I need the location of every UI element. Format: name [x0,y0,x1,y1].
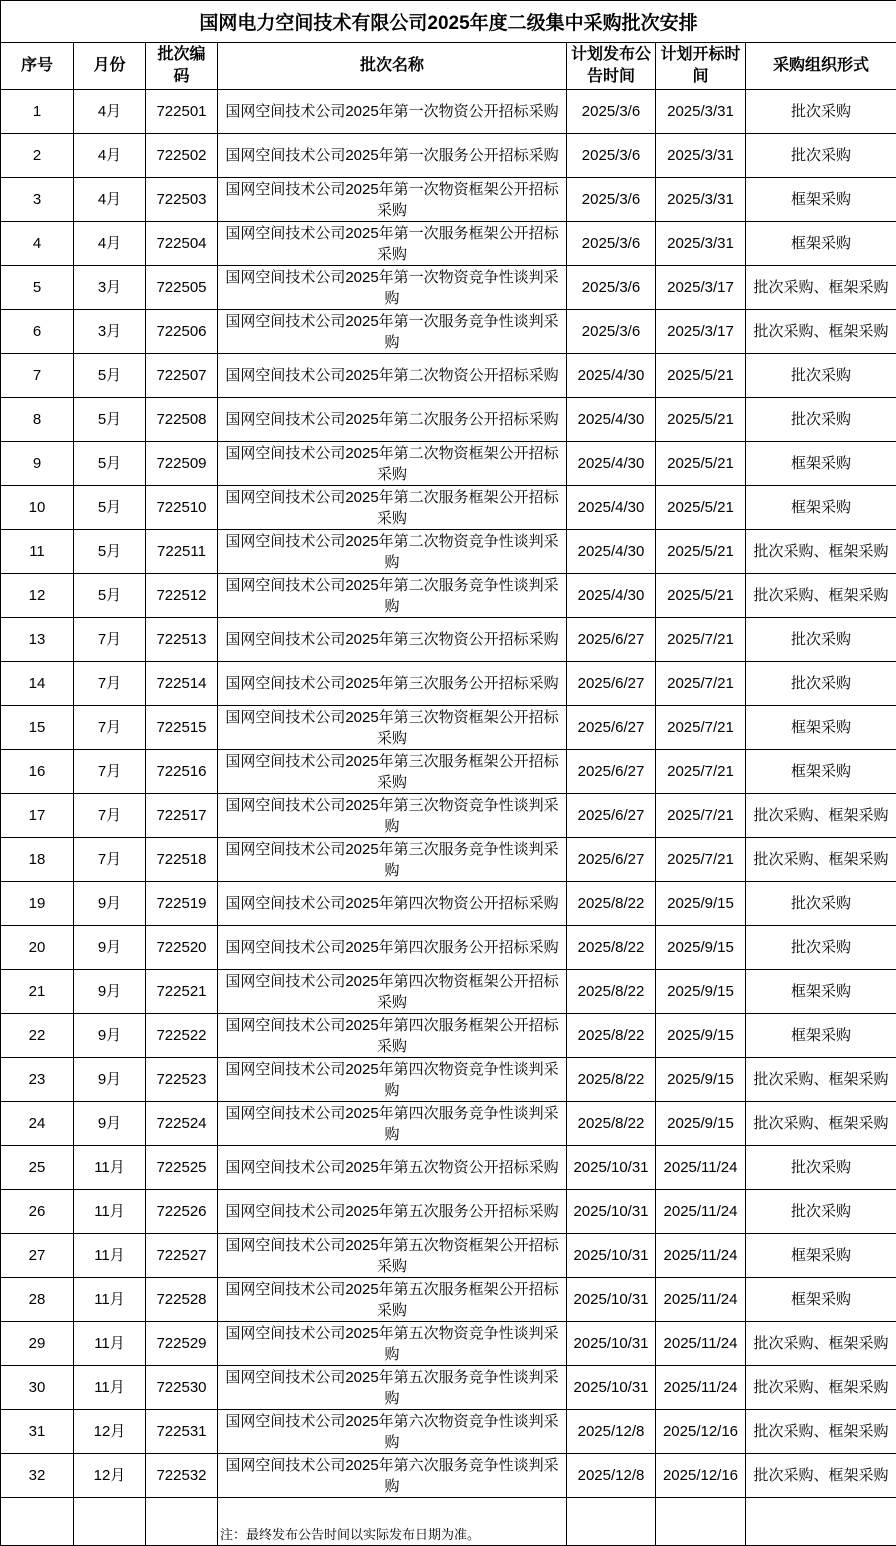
cell-announce-time: 2025/8/22 [567,1014,656,1058]
cell-seq: 17 [1,794,74,838]
cell-org-form: 批次采购 [746,1146,896,1190]
cell-batch-code: 722531 [146,1410,218,1454]
cell-announce-time: 2025/12/8 [567,1454,656,1498]
cell-announce-time: 2025/10/31 [567,1366,656,1410]
cell-batch-name: 国网空间技术公司2025年第三次服务公开招标采购 [218,662,567,706]
cell-seq: 13 [1,618,74,662]
table-row [1,706,896,750]
cell-announce-time: 2025/3/6 [567,178,656,222]
cell-month: 11月 [74,1366,146,1410]
cell-seq: 28 [1,1278,74,1322]
cell-announce-time: 2025/10/31 [567,1146,656,1190]
table-row [1,1102,896,1146]
cell-announce-time: 2025/12/8 [567,1410,656,1454]
cell-batch-name: 国网空间技术公司2025年第三次服务框架公开招标采购 [218,750,567,794]
cell-open-time: 2025/5/21 [656,574,746,618]
table-row [1,926,896,970]
cell-month: 12月 [74,1410,146,1454]
cell-open-time: 2025/5/21 [656,530,746,574]
table-row [1,970,896,1014]
cell-batch-code: 722529 [146,1322,218,1366]
cell-announce-time: 2025/8/22 [567,1102,656,1146]
cell-org-form: 批次采购、框架采购 [746,1410,896,1454]
cell-batch-name: 国网空间技术公司2025年第五次物资框架公开招标采购 [218,1234,567,1278]
cell-open-time: 2025/9/15 [656,1014,746,1058]
cell-month: 7月 [74,794,146,838]
cell-org-form-empty [746,1498,896,1546]
cell-batch-code: 722520 [146,926,218,970]
cell-announce-time: 2025/4/30 [567,354,656,398]
table-row [1,618,896,662]
cell-batch-name: 国网空间技术公司2025年第六次服务竞争性谈判采购 [218,1454,567,1498]
cell-batch-code: 722527 [146,1234,218,1278]
cell-month: 11月 [74,1146,146,1190]
cell-month: 12月 [74,1454,146,1498]
table-row [1,442,896,486]
table-row [1,1014,896,1058]
cell-batch-code: 722516 [146,750,218,794]
cell-seq: 32 [1,1454,74,1498]
cell-open-time: 2025/5/21 [656,486,746,530]
cell-org-form: 批次采购 [746,354,896,398]
cell-month: 7月 [74,662,146,706]
cell-month: 5月 [74,398,146,442]
table-row [1,90,896,134]
title-row [1,1,896,43]
cell-batch-name: 国网空间技术公司2025年第二次服务竞争性谈判采购 [218,574,567,618]
cell-batch-name: 国网空间技术公司2025年第一次服务竞争性谈判采购 [218,310,567,354]
cell-open-time: 2025/3/17 [656,310,746,354]
cell-announce-time: 2025/10/31 [567,1322,656,1366]
cell-org-form: 批次采购 [746,882,896,926]
cell-open-time: 2025/3/31 [656,90,746,134]
cell-seq: 30 [1,1366,74,1410]
cell-month: 5月 [74,354,146,398]
cell-announce-time: 2025/10/31 [567,1278,656,1322]
cell-open-time: 2025/3/31 [656,134,746,178]
cell-org-form: 框架采购 [746,1278,896,1322]
cell-seq: 27 [1,1234,74,1278]
cell-batch-code: 722519 [146,882,218,926]
cell-month: 7月 [74,706,146,750]
cell-batch-name: 国网空间技术公司2025年第二次物资竞争性谈判采购 [218,530,567,574]
cell-batch-name: 国网空间技术公司2025年第五次服务竞争性谈判采购 [218,1366,567,1410]
cell-month: 5月 [74,530,146,574]
cell-batch-code: 722522 [146,1014,218,1058]
cell-open-time-empty [656,1498,746,1546]
cell-seq: 6 [1,310,74,354]
cell-announce-time: 2025/8/22 [567,926,656,970]
cell-org-form: 批次采购、框架采购 [746,1454,896,1498]
cell-batch-code: 722504 [146,222,218,266]
cell-batch-name: 国网空间技术公司2025年第四次物资框架公开招标采购 [218,970,567,1014]
cell-announce-time: 2025/4/30 [567,398,656,442]
cell-batch-code: 722501 [146,90,218,134]
cell-open-time: 2025/7/21 [656,618,746,662]
table-row [1,1234,896,1278]
cell-announce-time: 2025/6/27 [567,838,656,882]
cell-batch-name: 国网空间技术公司2025年第五次服务公开招标采购 [218,1190,567,1234]
table-row [1,1322,896,1366]
table-row [1,134,896,178]
column-header-announce-time: 计划发布公告时间 [567,43,656,90]
cell-batch-code: 722530 [146,1366,218,1410]
cell-open-time: 2025/5/21 [656,354,746,398]
cell-open-time: 2025/11/24 [656,1278,746,1322]
table-title: 国网电力空间技术有限公司2025年度二级集中采购批次安排 [1,1,896,43]
cell-month: 4月 [74,134,146,178]
cell-seq: 21 [1,970,74,1014]
cell-announce-time: 2025/6/27 [567,662,656,706]
cell-open-time: 2025/7/21 [656,794,746,838]
table-row [1,794,896,838]
cell-announce-time: 2025/8/22 [567,882,656,926]
cell-month: 3月 [74,266,146,310]
header-row [1,43,896,90]
cell-month: 9月 [74,1014,146,1058]
cell-open-time: 2025/9/15 [656,970,746,1014]
table-row [1,750,896,794]
cell-month: 7月 [74,618,146,662]
cell-batch-name: 国网空间技术公司2025年第一次服务公开招标采购 [218,134,567,178]
column-header-month: 月份 [74,43,146,90]
cell-seq: 22 [1,1014,74,1058]
column-header-org-form: 采购组织形式 [746,43,896,90]
cell-seq: 8 [1,398,74,442]
cell-seq: 20 [1,926,74,970]
table-row [1,1366,896,1410]
table-row [1,310,896,354]
column-header-batch-code: 批次编码 [146,43,218,90]
cell-open-time: 2025/11/24 [656,1366,746,1410]
cell-org-form: 批次采购 [746,926,896,970]
cell-seq: 9 [1,442,74,486]
cell-batch-code: 722508 [146,398,218,442]
table-row [1,574,896,618]
cell-batch-name: 国网空间技术公司2025年第一次服务框架公开招标采购 [218,222,567,266]
cell-month: 11月 [74,1234,146,1278]
cell-org-form: 框架采购 [746,442,896,486]
cell-batch-name: 国网空间技术公司2025年第二次服务框架公开招标采购 [218,486,567,530]
cell-batch-name: 国网空间技术公司2025年第一次物资框架公开招标采购 [218,178,567,222]
cell-batch-name: 国网空间技术公司2025年第一次物资公开招标采购 [218,90,567,134]
cell-open-time: 2025/7/21 [656,706,746,750]
table-row [1,1410,896,1454]
cell-org-form: 框架采购 [746,706,896,750]
table-row [1,354,896,398]
cell-org-form: 批次采购、框架采购 [746,1058,896,1102]
cell-open-time: 2025/12/16 [656,1454,746,1498]
cell-announce-time: 2025/6/27 [567,750,656,794]
cell-batch-code: 722526 [146,1190,218,1234]
cell-seq: 7 [1,354,74,398]
cell-seq: 16 [1,750,74,794]
cell-batch-code: 722523 [146,1058,218,1102]
cell-open-time: 2025/7/21 [656,750,746,794]
cell-month: 7月 [74,750,146,794]
column-header-open-time: 计划开标时间 [656,43,746,90]
table-row [1,398,896,442]
cell-open-time: 2025/5/21 [656,442,746,486]
cell-batch-code: 722528 [146,1278,218,1322]
cell-month: 7月 [74,838,146,882]
cell-batch-code: 722521 [146,970,218,1014]
cell-announce-time: 2025/3/6 [567,134,656,178]
cell-open-time: 2025/12/16 [656,1410,746,1454]
cell-batch-code: 722532 [146,1454,218,1498]
cell-org-form: 批次采购 [746,1190,896,1234]
cell-seq: 23 [1,1058,74,1102]
cell-announce-time-empty [567,1498,656,1546]
cell-batch-name: 国网空间技术公司2025年第四次物资竞争性谈判采购 [218,1058,567,1102]
cell-open-time: 2025/7/21 [656,838,746,882]
table-row [1,178,896,222]
table-row [1,838,896,882]
cell-seq-empty [1,1498,74,1546]
cell-seq: 14 [1,662,74,706]
cell-open-time: 2025/9/15 [656,1102,746,1146]
cell-open-time: 2025/7/21 [656,662,746,706]
table-row [1,1278,896,1322]
cell-month: 9月 [74,882,146,926]
cell-batch-name: 国网空间技术公司2025年第一次物资竞争性谈判采购 [218,266,567,310]
cell-announce-time: 2025/4/30 [567,530,656,574]
cell-seq: 4 [1,222,74,266]
column-header-batch-name: 批次名称 [218,43,567,90]
cell-seq: 24 [1,1102,74,1146]
cell-seq: 29 [1,1322,74,1366]
cell-batch-name: 国网空间技术公司2025年第五次物资竞争性谈判采购 [218,1322,567,1366]
cell-org-form: 批次采购 [746,662,896,706]
table-footer [1,1498,896,1546]
cell-batch-code: 722512 [146,574,218,618]
cell-seq: 26 [1,1190,74,1234]
cell-org-form: 批次采购、框架采购 [746,266,896,310]
cell-month: 11月 [74,1278,146,1322]
cell-month: 11月 [74,1322,146,1366]
cell-batch-name: 国网空间技术公司2025年第六次物资竞争性谈判采购 [218,1410,567,1454]
table-body [1,90,896,1498]
cell-open-time: 2025/3/31 [656,222,746,266]
cell-org-form: 批次采购 [746,618,896,662]
cell-batch-name: 国网空间技术公司2025年第二次物资框架公开招标采购 [218,442,567,486]
cell-batch-name: 国网空间技术公司2025年第四次物资公开招标采购 [218,882,567,926]
table-row [1,266,896,310]
table-row [1,1190,896,1234]
cell-org-form: 批次采购 [746,134,896,178]
cell-announce-time: 2025/3/6 [567,266,656,310]
cell-batch-name: 国网空间技术公司2025年第三次服务竞争性谈判采购 [218,838,567,882]
cell-announce-time: 2025/8/22 [567,970,656,1014]
cell-open-time: 2025/11/24 [656,1322,746,1366]
cell-batch-name: 国网空间技术公司2025年第五次物资公开招标采购 [218,1146,567,1190]
cell-batch-name: 国网空间技术公司2025年第四次服务框架公开招标采购 [218,1014,567,1058]
cell-seq: 2 [1,134,74,178]
cell-batch-code: 722503 [146,178,218,222]
cell-batch-name: 国网空间技术公司2025年第五次服务框架公开招标采购 [218,1278,567,1322]
table-row [1,1454,896,1498]
column-header-seq: 序号 [1,43,74,90]
cell-month: 9月 [74,1058,146,1102]
cell-open-time: 2025/3/17 [656,266,746,310]
cell-batch-name: 国网空间技术公司2025年第四次服务竞争性谈判采购 [218,1102,567,1146]
cell-month: 5月 [74,486,146,530]
cell-seq: 31 [1,1410,74,1454]
cell-org-form: 框架采购 [746,970,896,1014]
cell-batch-code-empty [146,1498,218,1546]
cell-org-form: 批次采购、框架采购 [746,794,896,838]
cell-org-form: 框架采购 [746,1234,896,1278]
cell-seq: 15 [1,706,74,750]
cell-batch-code: 722513 [146,618,218,662]
cell-seq: 12 [1,574,74,618]
cell-batch-code: 722518 [146,838,218,882]
cell-month: 9月 [74,1102,146,1146]
table-row [1,222,896,266]
cell-seq: 19 [1,882,74,926]
cell-org-form: 批次采购、框架采购 [746,574,896,618]
cell-org-form: 批次采购、框架采购 [746,530,896,574]
cell-seq: 10 [1,486,74,530]
cell-seq: 25 [1,1146,74,1190]
cell-open-time: 2025/11/24 [656,1146,746,1190]
cell-open-time: 2025/3/31 [656,178,746,222]
cell-batch-code: 722507 [146,354,218,398]
cell-month: 9月 [74,926,146,970]
cell-seq: 5 [1,266,74,310]
cell-announce-time: 2025/3/6 [567,310,656,354]
cell-seq: 11 [1,530,74,574]
cell-batch-code: 722510 [146,486,218,530]
table-row [1,530,896,574]
cell-batch-code: 722525 [146,1146,218,1190]
cell-batch-code: 722511 [146,530,218,574]
cell-month: 5月 [74,574,146,618]
cell-batch-name: 国网空间技术公司2025年第三次物资竞争性谈判采购 [218,794,567,838]
cell-org-form: 批次采购、框架采购 [746,1102,896,1146]
cell-month: 3月 [74,310,146,354]
cell-announce-time: 2025/3/6 [567,90,656,134]
cell-seq: 18 [1,838,74,882]
cell-org-form: 批次采购 [746,398,896,442]
cell-month: 9月 [74,970,146,1014]
cell-announce-time: 2025/6/27 [567,794,656,838]
table-note: 注：最终发布公告时间以实际发布日期为准。 [218,1498,567,1546]
cell-batch-code: 722509 [146,442,218,486]
cell-batch-code: 722524 [146,1102,218,1146]
cell-open-time: 2025/5/21 [656,398,746,442]
cell-open-time: 2025/9/15 [656,926,746,970]
cell-announce-time: 2025/4/30 [567,486,656,530]
cell-org-form: 框架采购 [746,222,896,266]
cell-month: 4月 [74,222,146,266]
cell-open-time: 2025/11/24 [656,1190,746,1234]
cell-month: 5月 [74,442,146,486]
cell-open-time: 2025/9/15 [656,1058,746,1102]
cell-announce-time: 2025/8/22 [567,1058,656,1102]
cell-org-form: 批次采购、框架采购 [746,838,896,882]
cell-batch-code: 722502 [146,134,218,178]
cell-announce-time: 2025/6/27 [567,706,656,750]
cell-batch-name: 国网空间技术公司2025年第三次物资框架公开招标采购 [218,706,567,750]
note-row [1,1498,896,1546]
table-row [1,882,896,926]
cell-batch-code: 722517 [146,794,218,838]
cell-batch-name: 国网空间技术公司2025年第二次物资公开招标采购 [218,354,567,398]
cell-org-form: 批次采购、框架采购 [746,1322,896,1366]
cell-announce-time: 2025/10/31 [567,1234,656,1278]
cell-month-empty [74,1498,146,1546]
cell-month: 4月 [74,178,146,222]
table-row [1,486,896,530]
cell-seq: 1 [1,90,74,134]
cell-batch-name: 国网空间技术公司2025年第三次物资公开招标采购 [218,618,567,662]
table-row [1,1058,896,1102]
cell-announce-time: 2025/10/31 [567,1190,656,1234]
cell-announce-time: 2025/6/27 [567,618,656,662]
cell-org-form: 框架采购 [746,178,896,222]
table-row [1,662,896,706]
table-row [1,1146,896,1190]
cell-announce-time: 2025/4/30 [567,442,656,486]
cell-open-time: 2025/9/15 [656,882,746,926]
cell-announce-time: 2025/3/6 [567,222,656,266]
cell-seq: 3 [1,178,74,222]
cell-open-time: 2025/11/24 [656,1234,746,1278]
cell-batch-code: 722515 [146,706,218,750]
cell-month: 11月 [74,1190,146,1234]
cell-batch-code: 722506 [146,310,218,354]
cell-batch-code: 722505 [146,266,218,310]
cell-org-form: 框架采购 [746,486,896,530]
cell-announce-time: 2025/4/30 [567,574,656,618]
cell-org-form: 框架采购 [746,1014,896,1058]
cell-batch-name: 国网空间技术公司2025年第二次服务公开招标采购 [218,398,567,442]
cell-org-form: 框架采购 [746,750,896,794]
cell-batch-code: 722514 [146,662,218,706]
cell-batch-name: 国网空间技术公司2025年第四次服务公开招标采购 [218,926,567,970]
cell-org-form: 批次采购 [746,90,896,134]
cell-month: 4月 [74,90,146,134]
cell-org-form: 批次采购、框架采购 [746,1366,896,1410]
cell-org-form: 批次采购、框架采购 [746,310,896,354]
